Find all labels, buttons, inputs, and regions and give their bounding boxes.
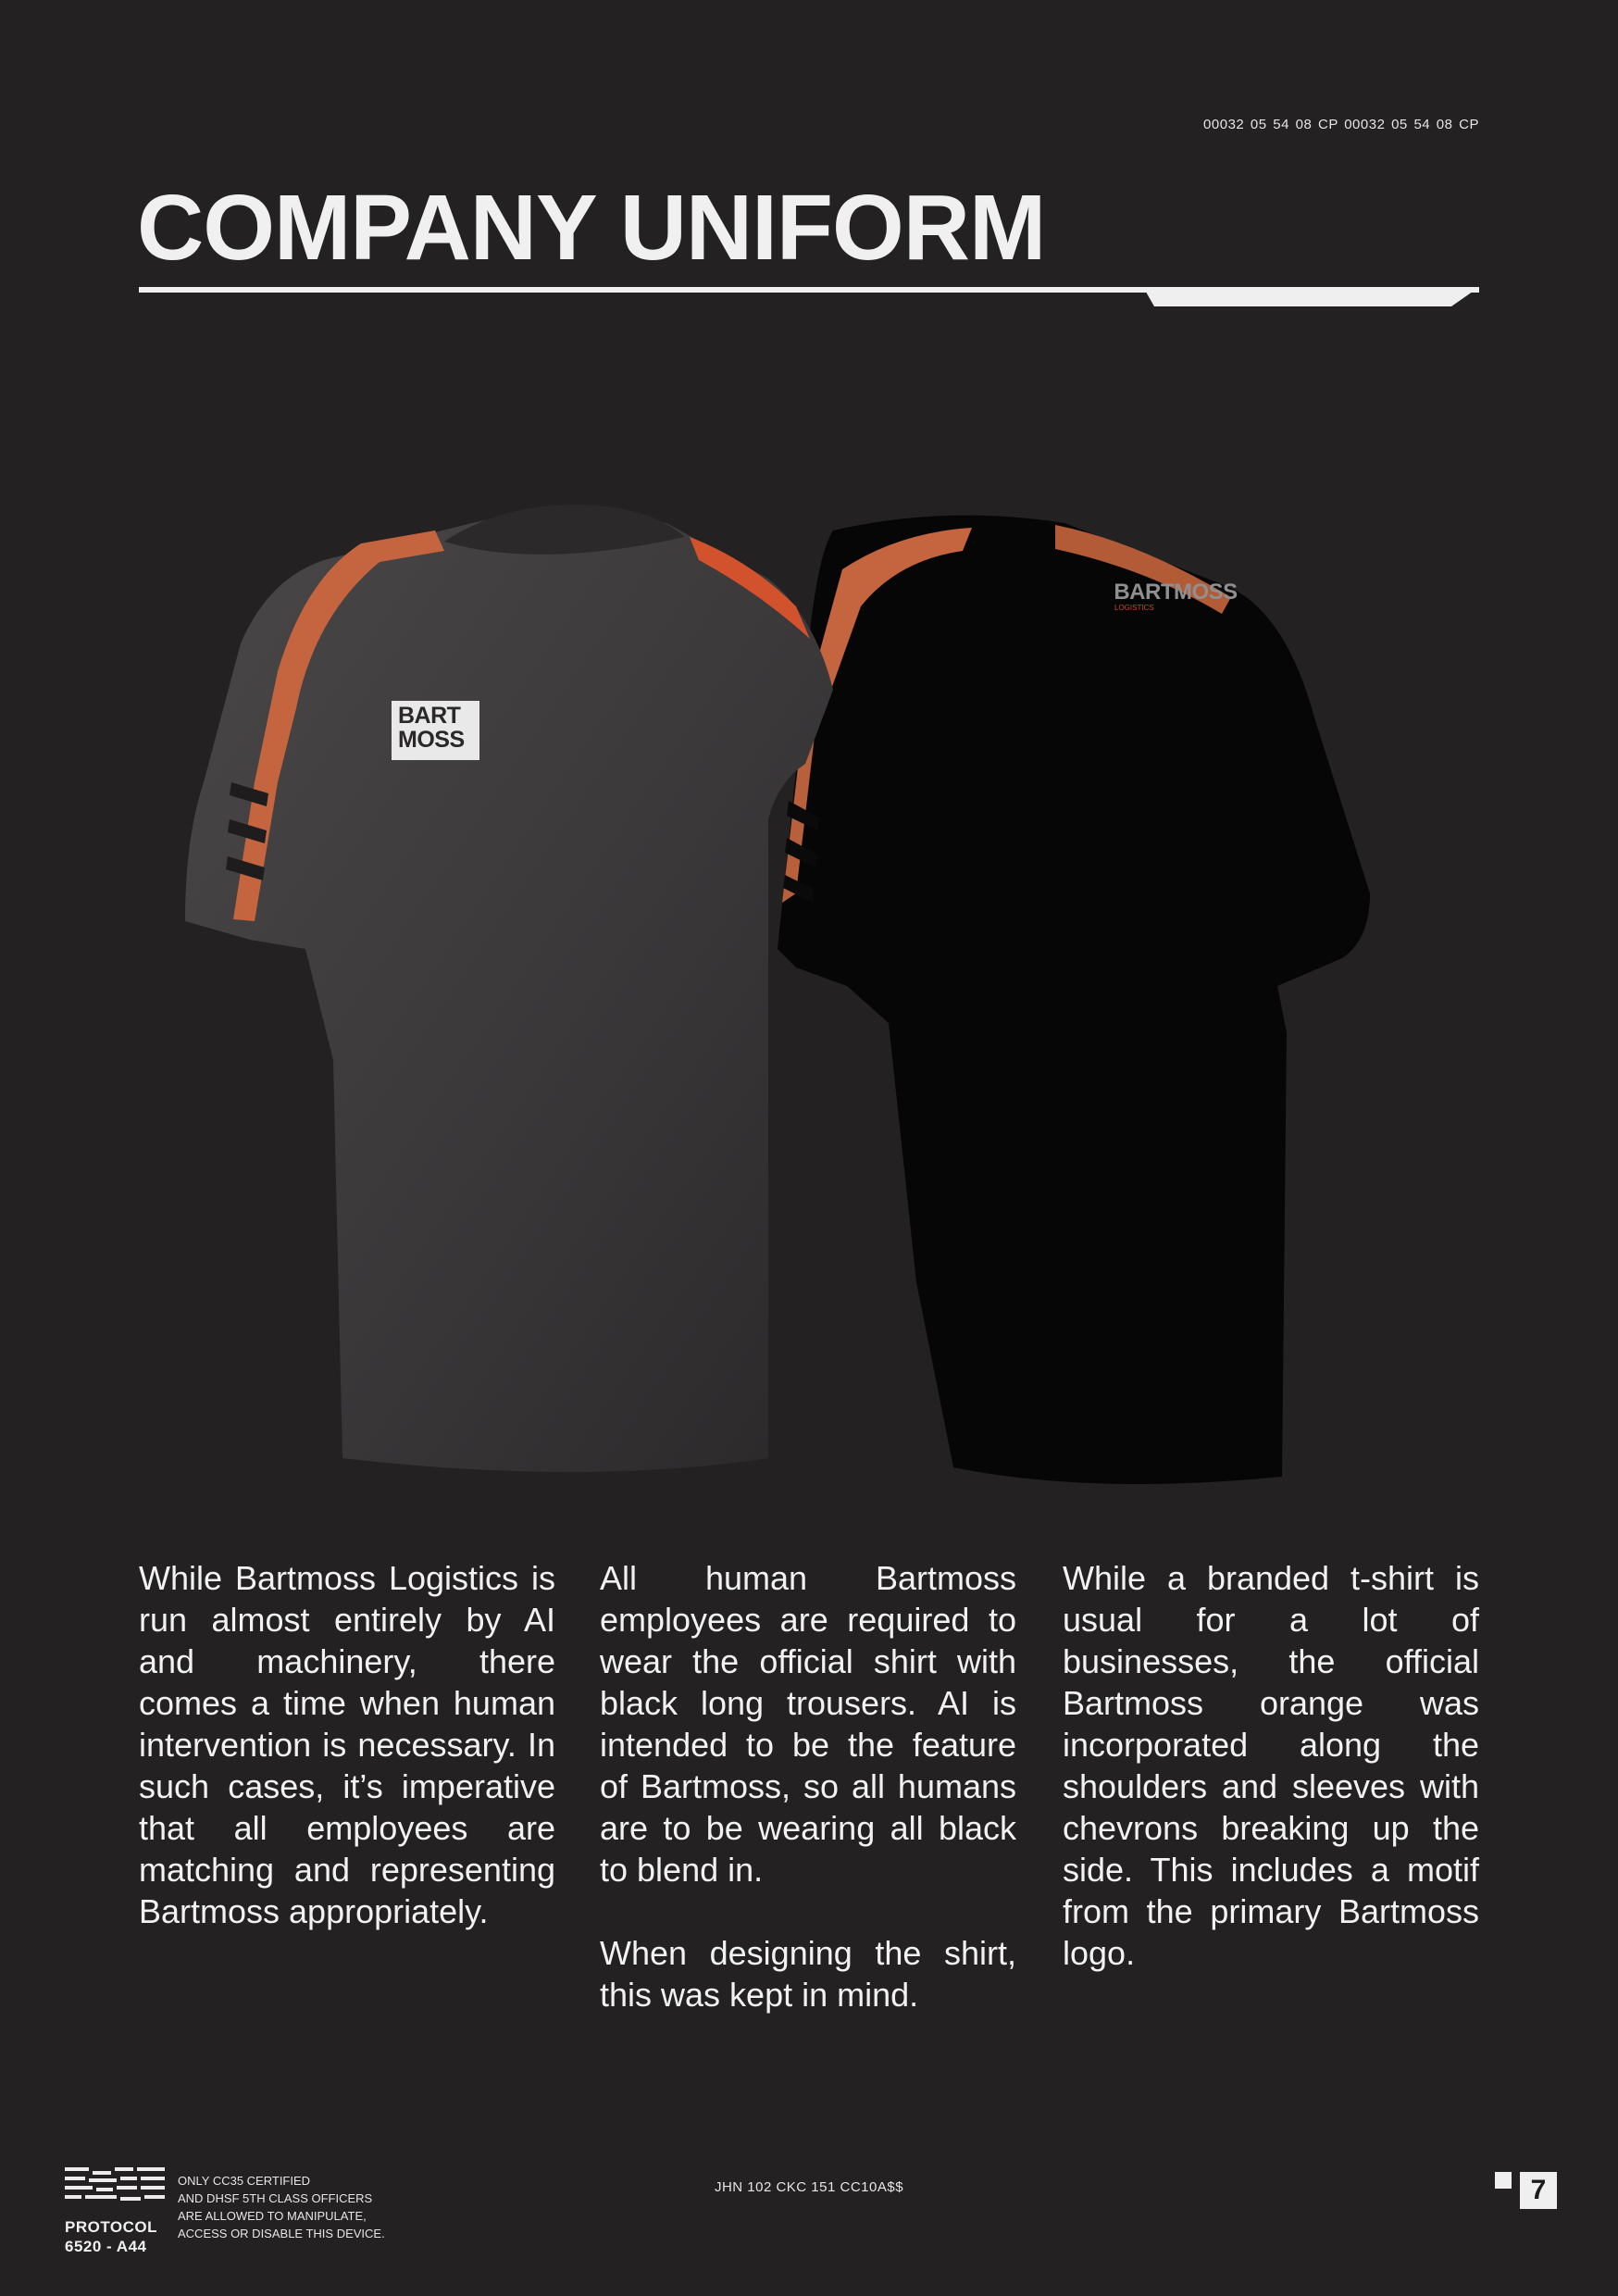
back-logo-text: BARTMOSS (1114, 580, 1238, 605)
back-logo-subtext: LOGISTICS (1114, 604, 1154, 612)
body-paragraph: While Bartmoss Logistics is run almost entirely by AI and machinery, there comes a time when human intervention is necessary. In such cases, it’s imperative that all employees are matching and representing Bartmoss appropriately. (139, 1559, 555, 1930)
notice-line: ACCESS OR DISABLE THIS DEVICE. (178, 2227, 385, 2240)
document-codes: 00032 05 54 08 CP 00032 05 54 08 CP (1203, 117, 1479, 132)
protocol-label-line-2: 6520 - A44 (65, 2238, 147, 2255)
body-paragraph: When designing the shirt, this was kept in mind. (600, 1934, 1016, 2014)
body-column-3 (1063, 1557, 1479, 2015)
page-number: 7 (1520, 2172, 1557, 2209)
front-logo-line-2: MOSS (398, 727, 465, 753)
notice-line: ONLY CC35 CERTIFIED (178, 2174, 311, 2188)
title-underline (139, 283, 1481, 307)
notice-line: ARE ALLOWED TO MANIPULATE, (178, 2209, 367, 2223)
body-column-1 (139, 1557, 555, 1974)
page-title: COMPANY UNIFORM (137, 176, 1046, 280)
body-paragraph: While a branded t-shirt is usual for a lot of businesses, the official Bartmoss orange was incorporated along the shoulders and sleeves with chevrons breaking up the side. This includes a motif from the primary Bartmoss logo. (1063, 1559, 1479, 1972)
front-chest-logo (392, 701, 479, 760)
protocol-label-line-1: PROTOCOL (65, 2218, 158, 2236)
tshirt-back-view (778, 516, 1370, 1484)
protocol-label (65, 2217, 157, 2256)
footer-code: JHN 102 CKC 151 CC10A$$ (714, 2179, 904, 2195)
body-paragraph: All human Bartmoss employees are required to wear the official shirt with black long trousers. AI is intended to be the feature of Bartmoss, so all humans are to be wearing all black to blend in. (600, 1559, 1016, 1889)
tshirt-front-view (185, 505, 833, 1472)
uniform-tshirts-illustration (167, 505, 1481, 1504)
back-neck-logo (1111, 581, 1240, 612)
front-logo-line-1: BART (398, 703, 461, 729)
notice-line: AND DHSF 5TH CLASS OFFICERS (178, 2191, 373, 2205)
page-marker-square (1495, 2172, 1512, 2189)
body-column-2 (600, 1557, 1016, 2057)
